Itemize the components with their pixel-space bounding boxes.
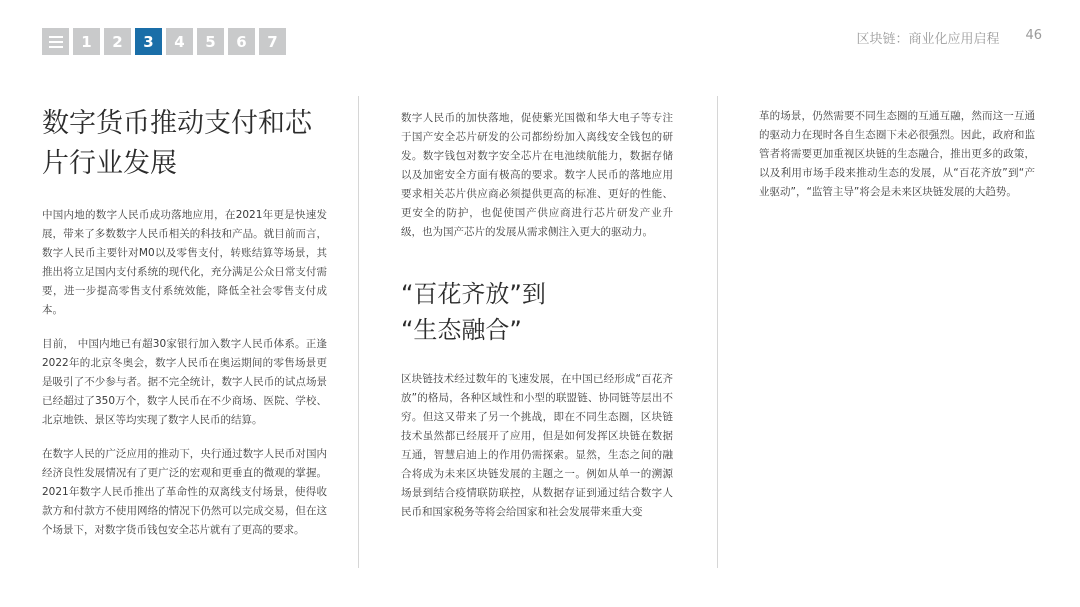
nav-page-4[interactable]: 4 bbox=[166, 28, 193, 55]
page-nav bbox=[42, 28, 286, 55]
report-title: 区块链：商业化应用启程 bbox=[856, 32, 1000, 47]
paragraph: 目前， 中国内地已有超30家银行加入数字人民币体系。正逢2022年的北京冬奥会，数字人民币在奥运期间的零售场景更是吸引了不少参与者。据不完全统计，数字人民币的试点场景已经超过了350万个，数字人民币在不少商场、医院、学校、北京地铁、景区等均实现了数字人民币的结算。 bbox=[42, 338, 327, 426]
column-1 bbox=[42, 104, 327, 555]
nav-page-7[interactable]: 7 bbox=[259, 28, 286, 55]
paragraph: 区块链技术经过数年的飞速发展，在中国已经形成“百花齐放”的格局，各种区域性和小型的联盟链、协同链等层出不穷。但这又带来了另一个挑战，即在不同生态圈，区块链技术虽然都已经展开了应用，但是如何发挥区块链在数据互通，智慧启迪上的作用仍需探索。显然，生态之间的融合将成为未来区块链发展的主题之一。例如从单一的溯源场景到结合疫情联防联控，从数据存证到通过结合数字人民币和国家税务等将会给国家和社会发展带来重大变 bbox=[401, 373, 673, 518]
nav-page-6[interactable]: 6 bbox=[228, 28, 255, 55]
section-subtitle bbox=[401, 276, 673, 348]
subtitle-line: “百花齐放”到 bbox=[401, 280, 546, 308]
hamburger-icon bbox=[49, 36, 63, 48]
nav-page-3-active[interactable]: 3 bbox=[135, 28, 162, 55]
nav-page-5[interactable]: 5 bbox=[197, 28, 224, 55]
paragraph: 数字人民币的加快落地，促使紫光国微和华大电子等专注于国产安全芯片研发的公司都纷纷加入离线安全钱包的研发。数字钱包对数字安全芯片在电池续航能力，数据存储以及加密安全方面有极高的要求。数字人民币的落地应用要求相关芯片供应商必须提供更高的标准、更好的性能、更安全的防护，也促使国产供应商进行芯片研发产业升级，也为国产芯片的发展从需求侧注入更大的驱动力。 bbox=[401, 112, 673, 238]
section-title: 数字货币推动支付和芯片行业发展 bbox=[42, 108, 312, 179]
page-number: 46 bbox=[1025, 28, 1042, 43]
nav-page-1[interactable]: 1 bbox=[73, 28, 100, 55]
nav-page-2[interactable]: 2 bbox=[104, 28, 131, 55]
paragraph: 中国内地的数字人民币成功落地应用，在2021年更是快速发展，带来了多数数字人民币相关的科技和产品。就目前而言，数字人民币主要针对M0以及零售支付，转账结算等场景，其推出将立足国内支付系统的现代化，充分满足公众日常支付需要，进一步提高零售支付系统效能，降低全社会零售支付成本。 bbox=[42, 209, 327, 316]
page-header bbox=[856, 28, 1042, 47]
menu-button[interactable] bbox=[42, 28, 69, 55]
paragraph: 在数字人民的广泛应用的推动下，央行通过数字人民币对国内经济良性发展情况有了更广泛的宏观和更垂直的微观的掌握。2021年数字人民币推出了革命性的双离线支付场景，使得收款方和付款方不使用网络的情况下仍然可以完成交易，但在这个场景下，对数字货币钱包安全芯片就有了更高的要求。 bbox=[42, 448, 327, 536]
column-2 bbox=[401, 109, 673, 537]
subtitle-line: “生态融合” bbox=[401, 316, 522, 344]
paragraph: 革的场景，仍然需要不同生态圈的互通互融，然而这一互通的驱动力在现时各自生态圈下未必很强烈。因此，政府和监管者将需要更加重视区块链的生态融合，推出更多的政策，以及利用市场手段来推动生态的发展，从“百花齐放”到“产业驱动”，“监管主导”将会是未来区块链发展的大趋势。 bbox=[759, 110, 1035, 198]
column-divider bbox=[717, 96, 718, 568]
column-divider bbox=[358, 96, 359, 568]
column-3 bbox=[759, 107, 1035, 217]
